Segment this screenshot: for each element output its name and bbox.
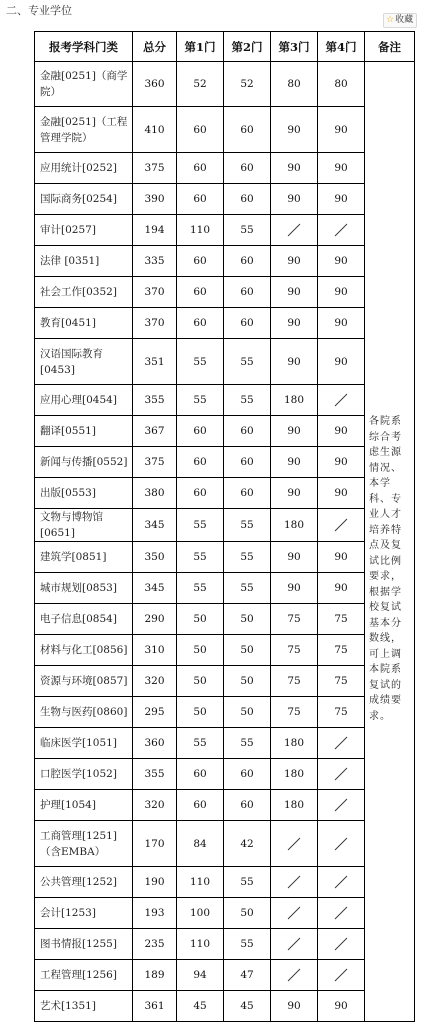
slash-icon [334, 937, 348, 951]
discipline-name: 图书情报[1255] [35, 929, 133, 960]
star-icon: ☆ [386, 15, 395, 25]
section-title: 二、专业学位 [6, 4, 72, 17]
subject-4-score-not-applicable [318, 509, 365, 542]
total-score: 290 [133, 604, 177, 635]
discipline-name: 资源与环境[0857] [35, 666, 133, 697]
header-remark: 备注 [365, 32, 415, 62]
discipline-name: 应用统计[0252] [35, 153, 133, 184]
discipline-name: 教育[0451] [35, 308, 133, 339]
total-score: 390 [133, 184, 177, 215]
discipline-name: 出版[0553] [35, 478, 133, 509]
table-row [35, 107, 415, 153]
subject-1-score: 50 [177, 635, 224, 666]
total-score: 370 [133, 277, 177, 308]
table-row [35, 215, 415, 246]
subject-3-score: 180 [271, 509, 318, 542]
total-score: 320 [133, 666, 177, 697]
subject-2-score: 60 [224, 184, 271, 215]
header-subject-4: 第4门 [318, 32, 365, 62]
total-score: 351 [133, 339, 177, 385]
discipline-name: 应用心理[0454] [35, 385, 133, 416]
table-row [35, 666, 415, 697]
table-row [35, 184, 415, 215]
total-score: 235 [133, 929, 177, 960]
subject-3-score: 75 [271, 697, 318, 728]
subject-3-score: 90 [271, 542, 318, 573]
total-score: 345 [133, 573, 177, 604]
table-row [35, 604, 415, 635]
slash-icon [287, 968, 301, 982]
header-total: 总分 [133, 32, 177, 62]
discipline-name: 金融[0251]（商学院） [35, 62, 133, 107]
subject-4-score: 90 [318, 573, 365, 604]
subject-2-score: 60 [224, 153, 271, 184]
table-row [35, 821, 415, 867]
subject-1-score: 60 [177, 447, 224, 478]
table-row [35, 478, 415, 509]
subject-1-score: 110 [177, 929, 224, 960]
subject-1-score: 60 [177, 478, 224, 509]
discipline-name: 国际商务[0254] [35, 184, 133, 215]
discipline-name: 法律 [0351] [35, 246, 133, 277]
table-row [35, 991, 415, 1022]
subject-4-score: 90 [318, 447, 365, 478]
total-score: 170 [133, 821, 177, 867]
subject-2-score: 45 [224, 991, 271, 1022]
subject-2-score: 55 [224, 509, 271, 542]
subject-2-score: 55 [224, 867, 271, 898]
subject-4-score-not-applicable [318, 215, 365, 246]
slash-icon [334, 968, 348, 982]
subject-4-score-not-applicable [318, 385, 365, 416]
total-score: 350 [133, 542, 177, 573]
discipline-name: 文物与博物馆[0651] [35, 509, 133, 542]
slash-icon [334, 906, 348, 920]
subject-3-score: 90 [271, 573, 318, 604]
discipline-name: 护理[1054] [35, 790, 133, 821]
table-body [35, 62, 415, 1022]
subject-2-score: 60 [224, 790, 271, 821]
subject-4-score: 90 [318, 416, 365, 447]
discipline-name: 口腔医学[1052] [35, 759, 133, 790]
table-row [35, 759, 415, 790]
total-score: 360 [133, 728, 177, 759]
slash-icon [334, 518, 348, 532]
table-row [35, 867, 415, 898]
subject-4-score: 90 [318, 184, 365, 215]
subject-2-score: 50 [224, 635, 271, 666]
subject-2-score: 55 [224, 573, 271, 604]
subject-2-score: 60 [224, 478, 271, 509]
subject-3-score: 90 [271, 246, 318, 277]
subject-1-score: 60 [177, 246, 224, 277]
subject-1-score: 60 [177, 790, 224, 821]
total-score: 380 [133, 478, 177, 509]
subject-3-score: 90 [271, 416, 318, 447]
subject-1-score: 50 [177, 604, 224, 635]
subject-1-score: 55 [177, 728, 224, 759]
slash-icon [287, 875, 301, 889]
subject-4-score: 75 [318, 666, 365, 697]
table-row [35, 385, 415, 416]
total-score: 194 [133, 215, 177, 246]
subject-3-score: 90 [271, 308, 318, 339]
total-score: 360 [133, 62, 177, 107]
subject-2-score: 50 [224, 697, 271, 728]
total-score: 345 [133, 509, 177, 542]
subject-3-score: 180 [271, 790, 318, 821]
table-row [35, 929, 415, 960]
subject-1-score: 55 [177, 339, 224, 385]
subject-3-score: 80 [271, 62, 318, 107]
subject-4-score: 90 [318, 991, 365, 1022]
subject-2-score: 55 [224, 929, 271, 960]
favorite-label: 收藏 [395, 15, 414, 25]
subject-4-score: 90 [318, 478, 365, 509]
total-score: 410 [133, 107, 177, 153]
subject-4-score: 90 [318, 339, 365, 385]
total-score: 190 [133, 867, 177, 898]
subject-3-score-not-applicable [271, 215, 318, 246]
discipline-name: 翻译[0551] [35, 416, 133, 447]
subject-2-score: 55 [224, 215, 271, 246]
subject-2-score: 60 [224, 308, 271, 339]
subject-1-score: 60 [177, 153, 224, 184]
subject-2-score: 50 [224, 666, 271, 697]
header-subject-2: 第2门 [224, 32, 271, 62]
subject-4-score: 90 [318, 277, 365, 308]
discipline-name: 城市规划[0853] [35, 573, 133, 604]
discipline-name: 建筑学[0851] [35, 542, 133, 573]
total-score: 375 [133, 447, 177, 478]
header-subject-1: 第1门 [177, 32, 224, 62]
subject-1-score: 60 [177, 416, 224, 447]
table-row [35, 898, 415, 929]
table-row [35, 728, 415, 759]
subject-1-score: 110 [177, 215, 224, 246]
subject-3-score: 180 [271, 759, 318, 790]
slash-icon [334, 767, 348, 781]
subject-1-score: 94 [177, 960, 224, 991]
discipline-name: 新闻与传播[0552] [35, 447, 133, 478]
table-row [35, 339, 415, 385]
subject-2-score: 60 [224, 416, 271, 447]
subject-4-score: 90 [318, 153, 365, 184]
subject-2-score: 42 [224, 821, 271, 867]
score-table [34, 31, 415, 1022]
total-score: 370 [133, 308, 177, 339]
subject-4-score-not-applicable [318, 898, 365, 929]
total-score: 355 [133, 759, 177, 790]
subject-3-score-not-applicable [271, 960, 318, 991]
discipline-name: 公共管理[1252] [35, 867, 133, 898]
subject-1-score: 60 [177, 277, 224, 308]
subject-4-score-not-applicable [318, 960, 365, 991]
subject-4-score: 90 [318, 308, 365, 339]
subject-1-score: 45 [177, 991, 224, 1022]
discipline-name: 生物与医药[0860] [35, 697, 133, 728]
subject-2-score: 60 [224, 277, 271, 308]
subject-3-score: 180 [271, 385, 318, 416]
subject-3-score: 90 [271, 107, 318, 153]
subject-1-score: 50 [177, 697, 224, 728]
subject-3-score: 90 [271, 277, 318, 308]
subject-4-score-not-applicable [318, 929, 365, 960]
header-category: 报考学科门类 [35, 32, 133, 62]
subject-3-score: 90 [271, 153, 318, 184]
table-row [35, 277, 415, 308]
discipline-name: 工程管理[1256] [35, 960, 133, 991]
subject-2-score: 60 [224, 107, 271, 153]
table-row [35, 573, 415, 604]
discipline-name: 金融[0251]（工程管理学院） [35, 107, 133, 153]
subject-4-score: 90 [318, 107, 365, 153]
subject-1-score: 60 [177, 308, 224, 339]
total-score: 295 [133, 697, 177, 728]
subject-2-score: 55 [224, 339, 271, 385]
subject-3-score: 90 [271, 339, 318, 385]
subject-1-score: 55 [177, 573, 224, 604]
subject-1-score: 84 [177, 821, 224, 867]
subject-4-score: 90 [318, 542, 365, 573]
subject-2-score: 55 [224, 728, 271, 759]
total-score: 361 [133, 991, 177, 1022]
total-score: 310 [133, 635, 177, 666]
discipline-name: 临床医学[1051] [35, 728, 133, 759]
subject-2-score: 55 [224, 385, 271, 416]
slash-icon [334, 798, 348, 812]
subject-3-score: 90 [271, 991, 318, 1022]
table-header-row [35, 32, 415, 62]
subject-1-score: 60 [177, 184, 224, 215]
subject-1-score: 55 [177, 385, 224, 416]
subject-4-score-not-applicable [318, 821, 365, 867]
discipline-name: 艺术[1351] [35, 991, 133, 1022]
subject-4-score: 80 [318, 62, 365, 107]
header-subject-3: 第3门 [271, 32, 318, 62]
table-row [35, 960, 415, 991]
slash-icon [287, 837, 301, 851]
subject-1-score: 50 [177, 666, 224, 697]
slash-icon [287, 223, 301, 237]
subject-4-score-not-applicable [318, 867, 365, 898]
subject-2-score: 52 [224, 62, 271, 107]
subject-3-score-not-applicable [271, 898, 318, 929]
subject-4-score-not-applicable [318, 728, 365, 759]
subject-2-score: 47 [224, 960, 271, 991]
slash-icon [334, 223, 348, 237]
total-score: 189 [133, 960, 177, 991]
subject-3-score: 90 [271, 447, 318, 478]
subject-3-score-not-applicable [271, 867, 318, 898]
subject-2-score: 60 [224, 246, 271, 277]
table-row [35, 308, 415, 339]
discipline-name: 汉语国际教育[0453] [35, 339, 133, 385]
slash-icon [334, 393, 348, 407]
subject-1-score: 55 [177, 509, 224, 542]
discipline-name: 电子信息[0854] [35, 604, 133, 635]
subject-4-score: 90 [318, 246, 365, 277]
subject-4-score: 75 [318, 604, 365, 635]
discipline-name: 材料与化工[0856] [35, 635, 133, 666]
slash-icon [287, 937, 301, 951]
subject-3-score-not-applicable [271, 929, 318, 960]
subject-4-score-not-applicable [318, 759, 365, 790]
subject-1-score: 60 [177, 107, 224, 153]
slash-icon [334, 837, 348, 851]
subject-3-score: 75 [271, 635, 318, 666]
total-score: 375 [133, 153, 177, 184]
table-row [35, 447, 415, 478]
subject-4-score: 75 [318, 697, 365, 728]
subject-3-score: 180 [271, 728, 318, 759]
subject-3-score: 90 [271, 478, 318, 509]
table-row [35, 153, 415, 184]
subject-2-score: 55 [224, 542, 271, 573]
subject-2-score: 60 [224, 447, 271, 478]
subject-2-score: 50 [224, 898, 271, 929]
slash-icon [334, 875, 348, 889]
discipline-name: 工商管理[1251]（含EMBA） [35, 821, 133, 867]
table-row [35, 635, 415, 666]
total-score: 355 [133, 385, 177, 416]
subject-3-score-not-applicable [271, 821, 318, 867]
subject-2-score: 60 [224, 759, 271, 790]
total-score: 193 [133, 898, 177, 929]
table-row [35, 246, 415, 277]
subject-1-score: 110 [177, 867, 224, 898]
table-row [35, 62, 415, 107]
total-score: 367 [133, 416, 177, 447]
favorite-button[interactable] [383, 13, 417, 28]
subject-1-score: 55 [177, 542, 224, 573]
subject-3-score: 75 [271, 666, 318, 697]
discipline-name: 审计[0257] [35, 215, 133, 246]
discipline-name: 社会工作[0352] [35, 277, 133, 308]
table-row [35, 790, 415, 821]
table-row [35, 542, 415, 573]
total-score: 320 [133, 790, 177, 821]
subject-1-score: 52 [177, 62, 224, 107]
remark-note: 各院系综合考虑生源情况、本学科、专业人才培养特点及复试比例要求，根据学校复试基本分数线，可上调本院系复试的成绩要求。 [365, 62, 415, 1022]
table-row [35, 697, 415, 728]
slash-icon [334, 736, 348, 750]
subject-2-score: 50 [224, 604, 271, 635]
table-row [35, 509, 415, 542]
total-score: 335 [133, 246, 177, 277]
subject-1-score: 60 [177, 759, 224, 790]
slash-icon [287, 906, 301, 920]
subject-4-score: 75 [318, 635, 365, 666]
subject-3-score: 90 [271, 184, 318, 215]
subject-3-score: 75 [271, 604, 318, 635]
subject-1-score: 100 [177, 898, 224, 929]
discipline-name: 会计[1253] [35, 898, 133, 929]
table-row [35, 416, 415, 447]
subject-4-score-not-applicable [318, 790, 365, 821]
